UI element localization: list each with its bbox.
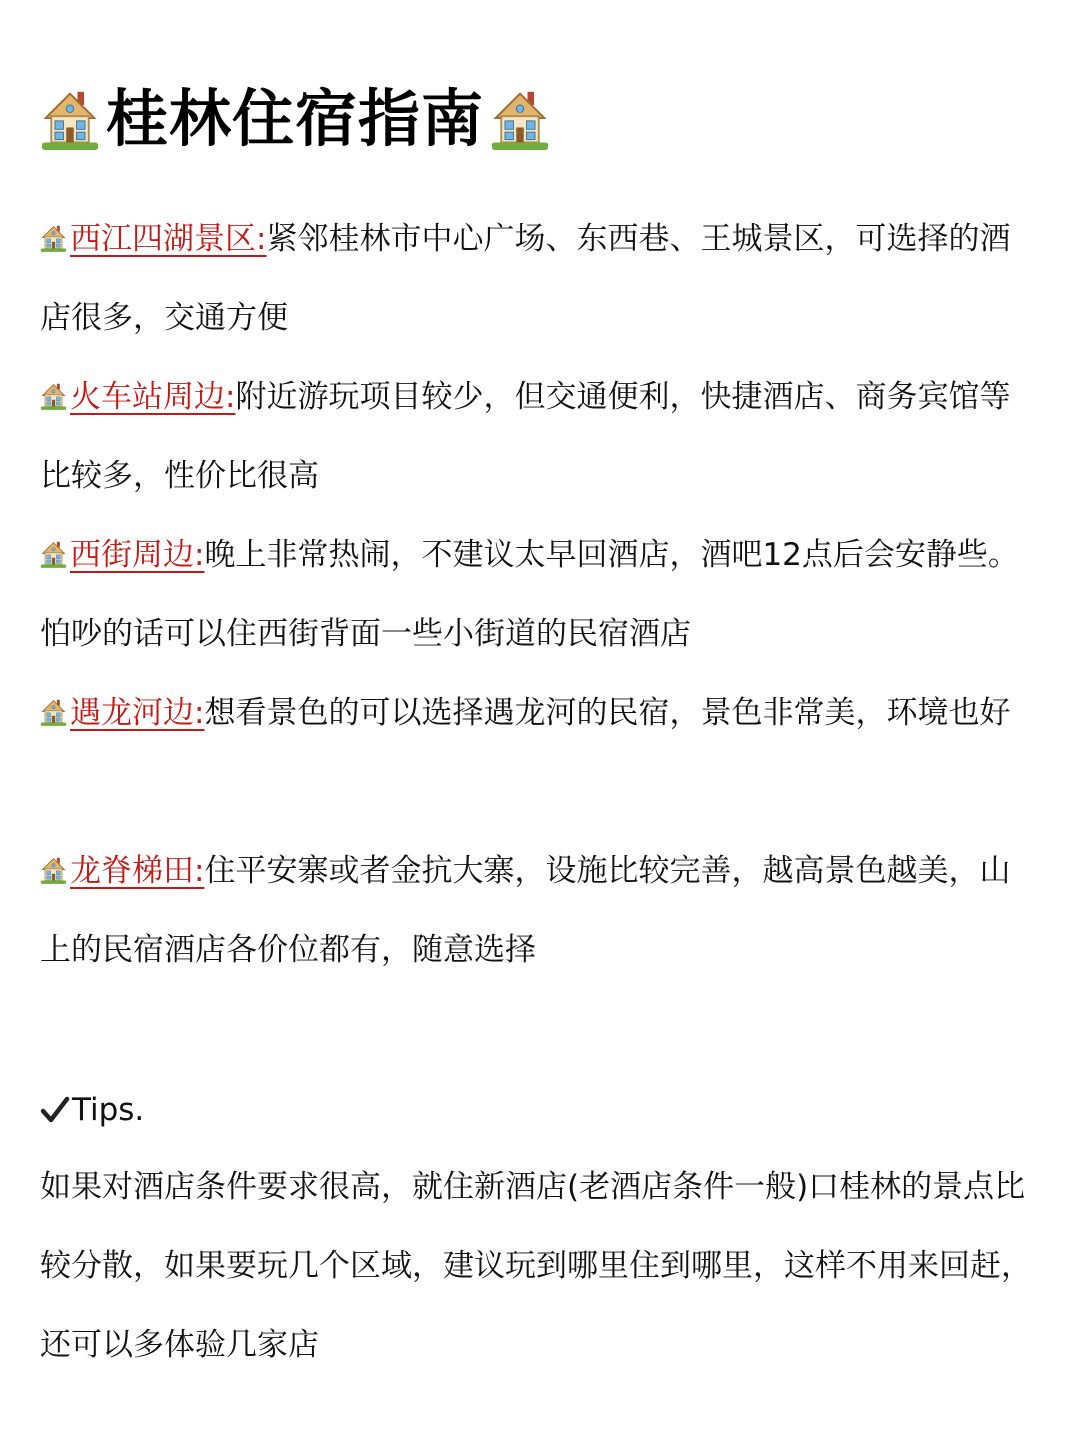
house-with-garden-icon: [40, 381, 67, 411]
house-with-garden-icon: [40, 539, 67, 569]
area-entry-railway-station: [40, 358, 1040, 516]
area-name-link[interactable]: 西街周边:: [70, 537, 205, 573]
house-with-garden-icon: [40, 223, 67, 253]
area-entry-longji-terraces: [40, 832, 1040, 990]
area-name-link[interactable]: 龙脊梯田:: [70, 853, 205, 889]
area-description: 紧邻桂林市中心广场、东西巷、王城景区，可选择的酒店很多，交通方便: [40, 221, 1011, 336]
area-entry-west-street: [40, 516, 1040, 674]
area-description: 附近游玩项目较少，但交通便利，快捷酒店、商务宾馆等比较多，性价比很高: [40, 379, 1011, 494]
tips-heading: [40, 1080, 144, 1140]
area-description: 想看景色的可以选择遇龙河的民宿，景色非常美，环境也好: [204, 695, 1011, 731]
tips-heading-text: Tips.: [72, 1092, 145, 1128]
area-name-link[interactable]: 西江四湖景区:: [70, 221, 267, 257]
house-with-garden-icon: [40, 697, 67, 727]
tips-body: 如果对酒店条件要求很高，就住新酒店(老酒店条件一般)口桂林的景点比较分散，如果要玩几个区域，建议玩到哪里住到哪里，这样不用来回赶，还可以多体验几家店: [40, 1169, 1032, 1363]
title-row: [40, 74, 550, 164]
area-name-link[interactable]: 火车站周边:: [70, 379, 236, 415]
area-entry-yulong-river: [40, 674, 1040, 753]
house-with-garden-icon: [40, 86, 100, 152]
area-entry-xijiang-sihu: [40, 200, 1040, 358]
heavy-check-mark-icon: [40, 1095, 70, 1125]
page-title: 桂林住宿指南: [106, 82, 485, 155]
area-name-link[interactable]: 遇龙河边:: [70, 695, 205, 731]
area-description: 晚上非常热闹，不建议太早回酒店，酒吧12点后会安静些。怕吵的话可以住西街背面一些小街道的民宿酒店: [40, 537, 1019, 652]
area-description: 住平安寨或者金抗大寨，设施比较完善，越高景色越美，山上的民宿酒店各价位都有，随意选择: [40, 853, 1011, 968]
house-with-garden-icon: [490, 86, 550, 152]
house-with-garden-icon: [40, 855, 67, 885]
